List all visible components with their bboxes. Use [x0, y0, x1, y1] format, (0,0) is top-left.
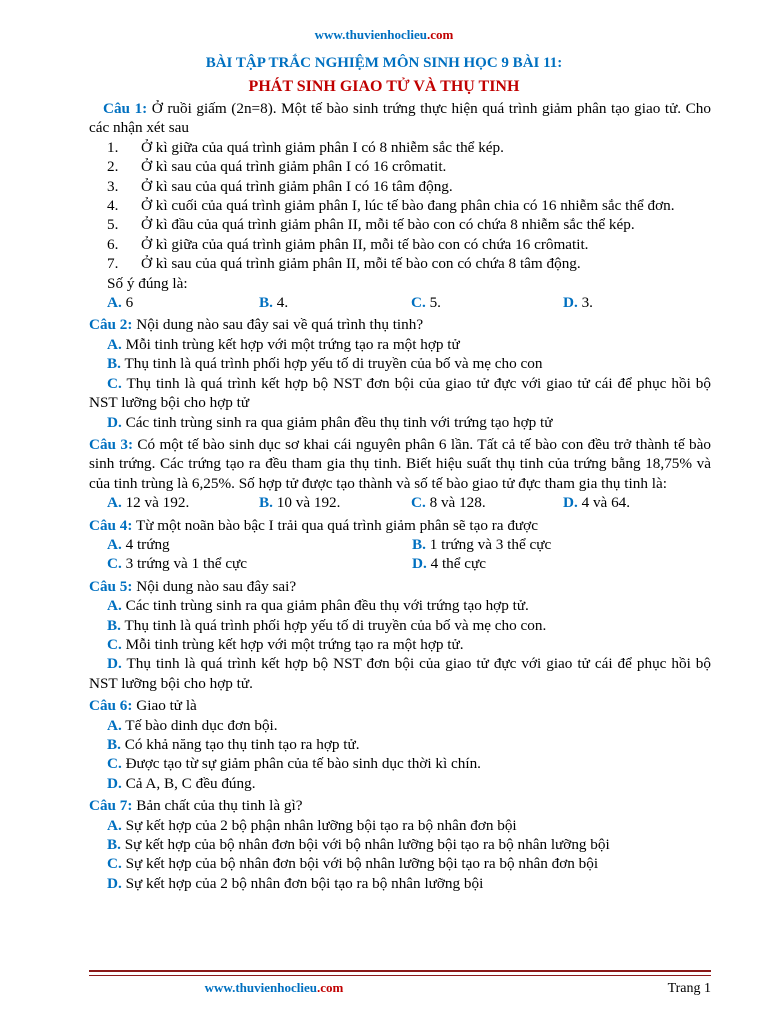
- statement-1: [89, 138, 711, 157]
- header-website-domain: .com: [426, 27, 454, 42]
- option-d[interactable]: [563, 293, 715, 312]
- option-c[interactable]: [89, 635, 711, 654]
- question-label: Câu 6:: [89, 697, 133, 715]
- option-d[interactable]: [89, 774, 711, 793]
- answer-options: [89, 293, 711, 312]
- document-subtitle: PHÁT SINH GIAO TỬ VÀ THỤ TINH: [248, 78, 520, 95]
- question-text: Từ một noãn bào bậc I trải qua quá trình giảm phân sẽ tạo ra được: [132, 516, 538, 534]
- option-text: 8 và 128.: [425, 494, 486, 512]
- option-text: Sự kết hợp của 2 bộ nhân đơn bội tạo ra bộ nhân lưỡng bội: [121, 874, 484, 892]
- option-letter: B.: [107, 736, 121, 753]
- option-text: Mỗi tinh trùng kết hợp với một trứng tạo ra một hợp tử.: [121, 635, 464, 653]
- question-label: Câu 5:: [89, 577, 133, 595]
- footer-website-domain: .com: [316, 980, 344, 995]
- statement-number: 4.: [107, 197, 119, 215]
- statement-number: 5.: [107, 216, 119, 234]
- question-text: Nội dung nào sau đây sai?: [132, 577, 297, 595]
- statement-number: 3.: [107, 177, 119, 195]
- option-d[interactable]: [412, 554, 717, 573]
- question-stem: [89, 796, 711, 815]
- question-text: Nội dung nào sau đây sai về quá trình thụ tinh?: [132, 316, 424, 334]
- option-letter: D.: [107, 655, 122, 673]
- question-list: [89, 99, 711, 893]
- option-letter: B.: [107, 355, 121, 373]
- option-c[interactable]: [411, 493, 563, 512]
- option-c[interactable]: [107, 554, 412, 573]
- question-6: [89, 696, 711, 793]
- question-2: [89, 315, 711, 431]
- option-text: 5.: [425, 294, 441, 312]
- question-text: Bản chất của thụ tinh là gì?: [132, 797, 303, 815]
- statement-7: [89, 254, 711, 273]
- option-d[interactable]: [89, 413, 711, 432]
- option-letter: C.: [411, 494, 426, 512]
- option-text: Các tinh trùng sinh ra qua giảm phân đều thụ với trứng tạo hợp tử.: [121, 597, 529, 615]
- option-c[interactable]: [89, 374, 711, 413]
- option-d[interactable]: [563, 493, 715, 512]
- option-text: Sự kết hợp của bộ nhân đơn bội với bộ nhân lưỡng bội tạo ra bộ nhân lưỡng bội: [120, 836, 610, 854]
- option-b[interactable]: [89, 835, 711, 854]
- question-label: Câu 4:: [89, 516, 133, 534]
- option-d[interactable]: [89, 654, 711, 693]
- footer-divider: [89, 970, 711, 972]
- option-text: Tế bào dinh dục đơn bội.: [121, 716, 278, 734]
- question-label: Câu 3:: [89, 435, 134, 453]
- option-text: Thụ tinh là quá trình kết hợp bộ NST đơn bội của giao tử đực với giao tử cái để phục hồi bộ NST lưỡng bội cho hợp tử.: [89, 655, 711, 692]
- option-c[interactable]: [411, 293, 563, 312]
- option-letter: C.: [411, 294, 426, 312]
- question-5: [89, 577, 711, 693]
- option-b[interactable]: [89, 735, 711, 754]
- statement-3: [89, 177, 711, 196]
- question-stem: [89, 435, 711, 493]
- option-text: 3.: [577, 294, 593, 312]
- header-website[interactable]: [0, 27, 768, 43]
- option-a[interactable]: [107, 293, 259, 312]
- statement-6: [89, 235, 711, 254]
- statement-text: Ở kì đầu của quá trình giảm phân II, mỗi tế bào con có chứa 8 nhiễm sắc thể kép.: [141, 216, 635, 234]
- question-text: Ở ruồi giấm (2n=8). Một tế bào sinh trứng thực hiện quá trình giảm phân tạo giao tử. Cho các nhận xét sau: [89, 100, 711, 137]
- option-b[interactable]: [89, 354, 711, 373]
- statement-2: [89, 157, 711, 176]
- statement-number: 6.: [107, 235, 119, 253]
- question-stem: [89, 696, 711, 715]
- option-b[interactable]: [89, 616, 711, 635]
- option-b[interactable]: [259, 493, 411, 512]
- option-letter: B.: [107, 836, 121, 854]
- question-label: Câu 1:: [103, 100, 148, 117]
- question-stem: [89, 577, 711, 596]
- statement-text: Ở kì sau của quá trình giảm phân I có 16 tâm động.: [141, 177, 453, 195]
- option-text: Cả A, B, C đều đúng.: [121, 774, 256, 792]
- option-letter: D.: [107, 774, 122, 792]
- option-d[interactable]: [89, 874, 711, 893]
- option-text: Thụ tinh là quá trình phối hợp yếu tố di truyền của bố và mẹ cho con.: [120, 616, 547, 634]
- option-letter: A.: [107, 597, 122, 615]
- statement-number: 2.: [107, 158, 119, 176]
- option-text: 4.: [272, 294, 289, 312]
- option-letter: C.: [107, 555, 122, 573]
- option-a[interactable]: [89, 335, 711, 354]
- option-letter: B.: [412, 535, 426, 553]
- answer-options-row-1: [89, 535, 711, 554]
- question-1: [89, 99, 711, 312]
- option-text: Mỗi tinh trùng kết hợp với một trứng tạo ra một hợp tử: [121, 335, 460, 353]
- option-text: 3 trứng và 1 thể cực: [121, 555, 248, 573]
- option-text: Thụ tinh là quá trình phối hợp yếu tố di truyền của bố và mẹ cho con: [120, 355, 543, 373]
- option-letter: D.: [107, 874, 122, 892]
- option-letter: D.: [563, 294, 578, 312]
- statement-text: Ở kì giữa của quá trình giảm phân I có 8 nhiễm sắc thể kép.: [141, 138, 504, 156]
- prompt-text: Số ý đúng là:: [107, 274, 188, 292]
- option-a[interactable]: [89, 816, 711, 835]
- answer-options-row-2: [89, 554, 711, 573]
- option-text: 6: [121, 294, 134, 312]
- option-letter: B.: [107, 616, 121, 634]
- option-text: 4 và 64.: [577, 494, 631, 512]
- document-title: BÀI TẬP TRẮC NGHIỆM MÔN SINH HỌC 9 BÀI 11:: [205, 55, 563, 71]
- statement-number: 7.: [107, 255, 119, 273]
- option-letter: A.: [107, 716, 122, 734]
- statement-text: Ở kì giữa của quá trình giảm phân II, mỗi tế bào con có chứa 16 crômatit.: [141, 235, 589, 253]
- question-stem: [89, 516, 711, 535]
- option-text: 4 thể cực: [426, 555, 487, 573]
- option-letter: C.: [107, 855, 122, 873]
- question-3: [89, 435, 711, 513]
- option-text: 10 và 192.: [272, 494, 341, 512]
- option-b[interactable]: [259, 293, 411, 312]
- statement-4: [89, 196, 711, 215]
- page-number: Trang 1: [667, 981, 711, 996]
- option-letter: B.: [259, 294, 273, 312]
- question-text: Giao tử là: [132, 697, 197, 715]
- statement-text: Ở kì cuối của quá trình giảm phân I, lúc tế bào đang phân chia có 16 nhiễm sắc thể đơn.: [141, 197, 675, 215]
- statement-text: Ở kì sau của quá trình giảm phân I có 16 crômatit.: [141, 158, 447, 176]
- option-c[interactable]: [89, 754, 711, 773]
- question-stem: [89, 315, 711, 334]
- option-a[interactable]: [89, 716, 711, 735]
- statement-text: Ở kì sau của quá trình giảm phân II, mỗi tế bào con có chứa 8 tâm động.: [141, 255, 581, 273]
- question-prompt: [89, 274, 711, 293]
- question-text: Có một tế bào sinh dục sơ khai cái nguyên phân 6 lần. Tất cả tế bào con đều trở thành tế bào sinh trứng. Các trứng tạo ra đều tham gia thụ tinh. Biết hiệu suất thụ tinh của trứng bằng 18,75% và của tinh trùng là 6,25%. Số hợp tử được tạo thành và số tế bào giao tử đực tham gia thụ tinh là:: [89, 435, 711, 492]
- option-text: Được tạo từ sự giảm phân của tế bào sinh dục thời kì chín.: [121, 755, 481, 773]
- option-text: Thụ tinh là quá trình kết hợp bộ NST đơn bội của giao tử đực với giao tử cái để phục hồi bộ NST lưỡng bội cho hợp tử: [89, 374, 711, 412]
- option-letter: A.: [107, 816, 122, 834]
- answer-options: [89, 493, 711, 512]
- option-letter: D.: [412, 555, 427, 573]
- option-letter: A.: [107, 494, 122, 512]
- option-letter: C.: [107, 374, 122, 392]
- option-letter: C.: [107, 635, 122, 653]
- option-text: Các tinh trùng sinh ra qua giảm phân đều thụ tinh với trứng tạo hợp tử: [121, 413, 553, 431]
- option-letter: A.: [107, 294, 122, 312]
- option-a[interactable]: [107, 535, 412, 554]
- option-c[interactable]: [89, 854, 711, 873]
- question-7: [89, 796, 711, 893]
- footer-website-name: www.thuvienhoclieu: [204, 980, 317, 995]
- statement-number: 1.: [107, 138, 119, 156]
- option-text: Sự kết hợp của bộ nhân đơn bội với bộ nhân lưỡng bội tạo ra bộ nhân đơn bội: [121, 855, 599, 873]
- footer-website[interactable]: [0, 980, 548, 996]
- footer-divider-thin: [89, 975, 711, 976]
- question-label: Câu 7:: [89, 797, 133, 815]
- question-4: [89, 516, 711, 574]
- option-b[interactable]: [412, 535, 717, 554]
- option-text: 12 và 192.: [121, 494, 190, 512]
- option-a[interactable]: [89, 596, 711, 615]
- option-text: 1 trứng và 3 thể cực: [425, 535, 552, 553]
- option-letter: A.: [107, 335, 122, 353]
- option-a[interactable]: [107, 493, 259, 512]
- option-letter: D.: [107, 413, 122, 431]
- option-letter: B.: [259, 494, 273, 512]
- option-letter: C.: [107, 755, 122, 773]
- option-letter: D.: [563, 494, 578, 512]
- question-stem: [89, 99, 711, 138]
- option-text: Sự kết hợp của 2 bộ phận nhân lưỡng bội tạo ra bộ nhân đơn bội: [121, 816, 517, 834]
- question-label: Câu 2:: [89, 316, 133, 334]
- statement-5: [89, 215, 711, 234]
- option-text: Có khả năng tạo thụ tinh tạo ra hợp tử.: [120, 736, 360, 753]
- option-letter: A.: [107, 535, 122, 553]
- option-text: 4 trứng: [121, 535, 170, 553]
- header-website-name: www.thuvienhoclieu: [314, 27, 427, 42]
